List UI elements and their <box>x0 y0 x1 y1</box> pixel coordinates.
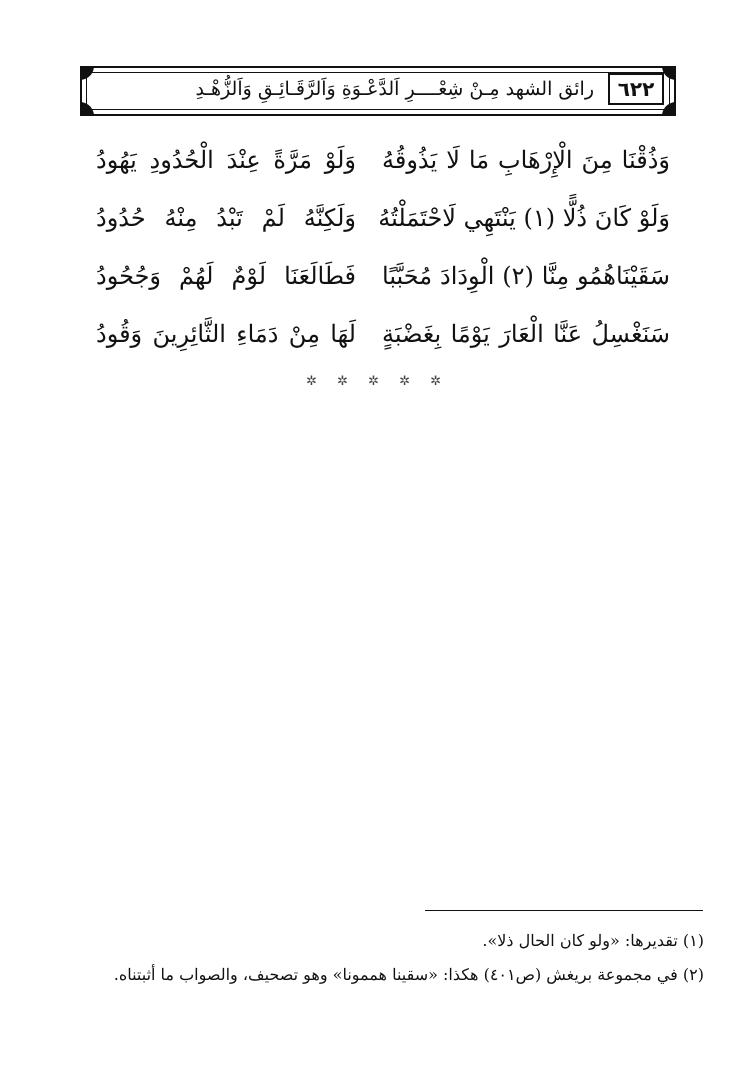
verse-first-hemistich: وَذُقْنَا مِنَ الْإِرْهَابِ مَا لَا يَذُوقُهُ <box>382 146 670 174</box>
verse <box>96 314 670 372</box>
verse <box>96 198 670 256</box>
footnote: (١) تقديرها: «ولو كان الحال ذلا». <box>482 931 704 950</box>
verse-second-hemistich: وَلَوْ مَرَّةً عِنْدَ الْحُدُودِ يَهُودُ <box>96 146 356 174</box>
section-separator-stars: ✲ ✲ ✲ ✲ ✲ <box>306 374 449 389</box>
footnote: (٢) في مجموعة بريغش (ص٤٠١) هكذا: «سقينا هممونا» وهو تصحيف، والصواب ما أثبتناه. <box>113 965 704 984</box>
page-number: ٦٢٢ <box>608 73 664 105</box>
verse-first-hemistich: وَلَوْ كَانَ ذُلًّا (١) يَنْتَهِي لَاحْتَمَلْتُهُ <box>378 204 670 232</box>
verse-first-hemistich: سَنَغْسِلُ عَنَّا الْعَارَ يَوْمًا بِغَضْبَةٍ <box>382 320 670 348</box>
verse-second-hemistich: وَلَكِنَّهُ لَمْ تَبْدُ مِنْهُ حُدُودُ <box>96 204 356 232</box>
running-title: رائق الشهد مِـنْ شِعْــــرِ اَلدَّعْـوَةِ وَاَلرَّقَـائِـقِ وَاَلزُّهْـدِ <box>195 78 594 100</box>
page-header <box>80 66 676 116</box>
poem <box>96 140 670 372</box>
verse <box>96 140 670 198</box>
verse-second-hemistich: لَهَا مِنْ دَمَاءِ الثَّائِرِينَ وَقُودُ <box>96 320 356 348</box>
verse <box>96 256 670 314</box>
footnotes <box>70 924 704 992</box>
verse-first-hemistich: سَقَيْنَاهُمُو مِنَّا (٢) الْوِدَادَ مُحَبَّبًا <box>382 262 670 290</box>
footnote-divider <box>425 910 703 911</box>
verse-second-hemistich: فَطَالَعَنَا لَوْمٌ لَهُمْ وَجُحُودُ <box>96 262 356 290</box>
